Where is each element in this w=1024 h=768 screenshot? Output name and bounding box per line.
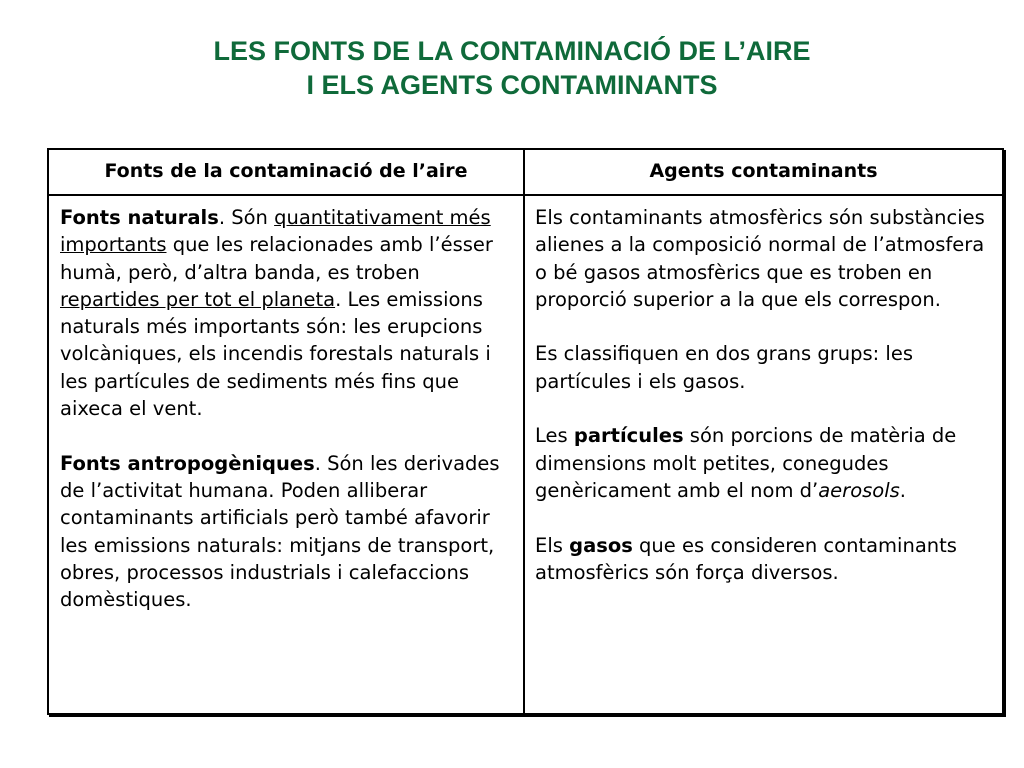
agents-classification: Es classifiquen en dos grans grups: les partícules i els gasos.: [535, 342, 913, 393]
gases-paragraph: [535, 532, 994, 587]
natural-underline-2: repartides per tot el planeta: [60, 287, 336, 311]
title-line-1: LES FONTS DE LA CONTAMINACIÓ DE L’AIRE: [213, 36, 811, 66]
anthropogenic-text: . Són les derivades de l’activitat humana. Poden alliberar contaminants artificials però també afavorir les emissions naturals: mitjans de transport, obres, processos industrials i calefaccions domèstiques.: [60, 451, 500, 612]
title-line-2: I ELS AGENTS CONTAMINANTS: [306, 70, 718, 100]
natural-sources-paragraph: [60, 204, 515, 422]
header-agents: Agents contaminants: [525, 150, 1002, 196]
sources-cell: [49, 196, 525, 713]
natural-underline-1: quantitativament més importants: [60, 206, 491, 257]
agents-definition: Els contaminants atmosfèrics són substàncies alienes a la composició normal de l’atmosfera o bé gasos atmosfèrics que es troben en proporció superior a la que els correspon.: [535, 206, 985, 311]
gases-text-1: Els: [535, 533, 570, 557]
natural-text-3: . Les emissions naturals més importants són: les erupcions volcàniques, els incendis forestals naturals i les partícules de sediments més fins que aixeca el vent.: [60, 287, 491, 421]
particles-text-3: .: [899, 478, 906, 502]
natural-text-2: que les relacionades amb l’ésser humà, però, d’altra banda, es troben: [60, 233, 493, 284]
slide-title: [0, 34, 1024, 102]
gases-term: gasos: [569, 533, 633, 557]
content-table: [47, 148, 1004, 715]
anthropogenic-sources-paragraph: [60, 450, 515, 614]
natural-sources-term: Fonts naturals: [60, 206, 219, 229]
particles-term: partícules: [573, 424, 684, 448]
particles-text-2: són porcions de matèria de dimensions molt petites, conegudes genèricament amb el nom d’: [535, 424, 957, 502]
gases-text-2: que es consideren contaminants atmosfèrics són força diversos.: [535, 533, 957, 584]
particles-text-1: Les: [535, 424, 574, 448]
natural-text-1: . Són: [218, 206, 275, 229]
anthropogenic-sources-term: Fonts antropogèniques: [60, 451, 315, 475]
aerosols-term: aerosols: [818, 478, 900, 502]
particles-paragraph: [535, 422, 994, 504]
agents-cell: [525, 196, 1002, 713]
header-sources: Fonts de la contaminació de l’aire: [49, 150, 525, 196]
